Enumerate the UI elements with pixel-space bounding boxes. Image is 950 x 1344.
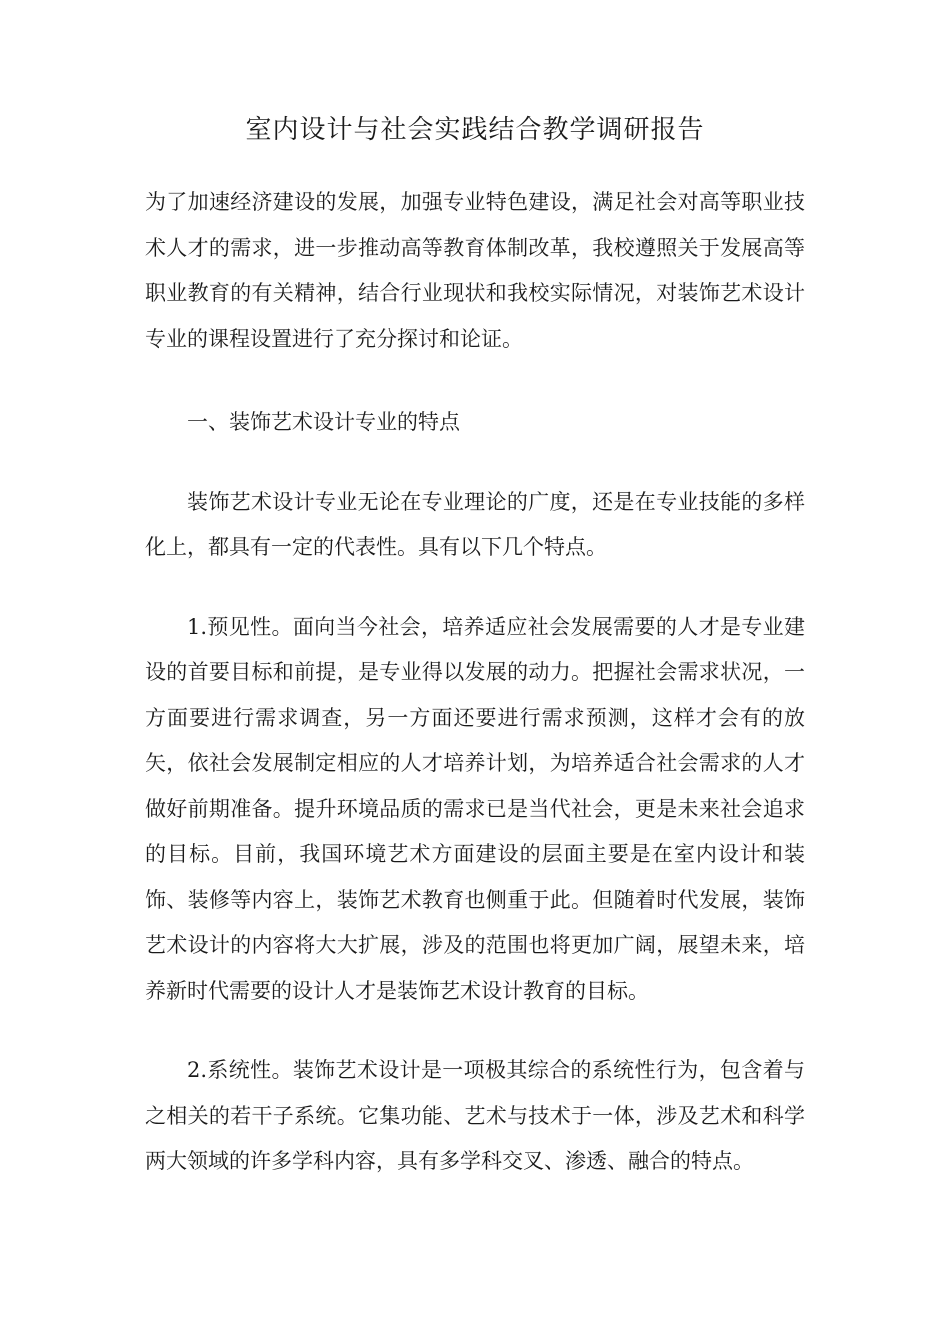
section-heading: 一、装饰艺术设计专业的特点 [187, 410, 460, 434]
point-1-paragraph: 1.预见性。面向当今社会，培养适应社会发展需要的人才是专业建设的首要目标和前提，是专业得以发展的动力。把握社会需求状况，一方面要进行需求调查，另一方面还要进行需求预测，这样才会有的放矢，依社会发展制定相应的人才培养计划，为培养适合社会需求的人才做好前期准备。提升环境品质的需求已是当代社会，更是未来社会追求的目标。目前，我国环境艺术方面建设的层面主要是在室内设计和装饰、装修等内容上，装饰艺术教育也侧重于此。但随着时代发展，装饰艺术设计的内容将大大扩展，涉及的范围也将更加广阔，展望未来，培养新时代需要的设计人才是装饰艺术设计教育的目标。 [145, 614, 805, 1003]
point-2-paragraph: 2.系统性。装饰艺术设计是一项极其综合的系统性行为，包含着与之相关的若干子系统。它集功能、艺术与技术于一体，涉及艺术和科学两大领域的许多学科内容，具有多学科交叉、渗透、融合的特点。 [145, 1058, 805, 1173]
intro-paragraph: 为了加速经济建设的发展，加强专业特色建设，满足社会对高等职业技术人才的需求，进一步推动高等教育体制改革，我校遵照关于发展高等职业教育的有关精神，结合行业现状和我校实际情况，对装饰艺术设计专业的课程设置进行了充分探讨和论证。 [145, 190, 805, 351]
section-intro-paragraph: 装饰艺术设计专业无论在专业理论的广度，还是在专业技能的多样化上，都具有一定的代表性。具有以下几个特点。 [145, 489, 805, 559]
document-title: 室内设计与社会实践结合教学调研报告 [245, 115, 705, 145]
